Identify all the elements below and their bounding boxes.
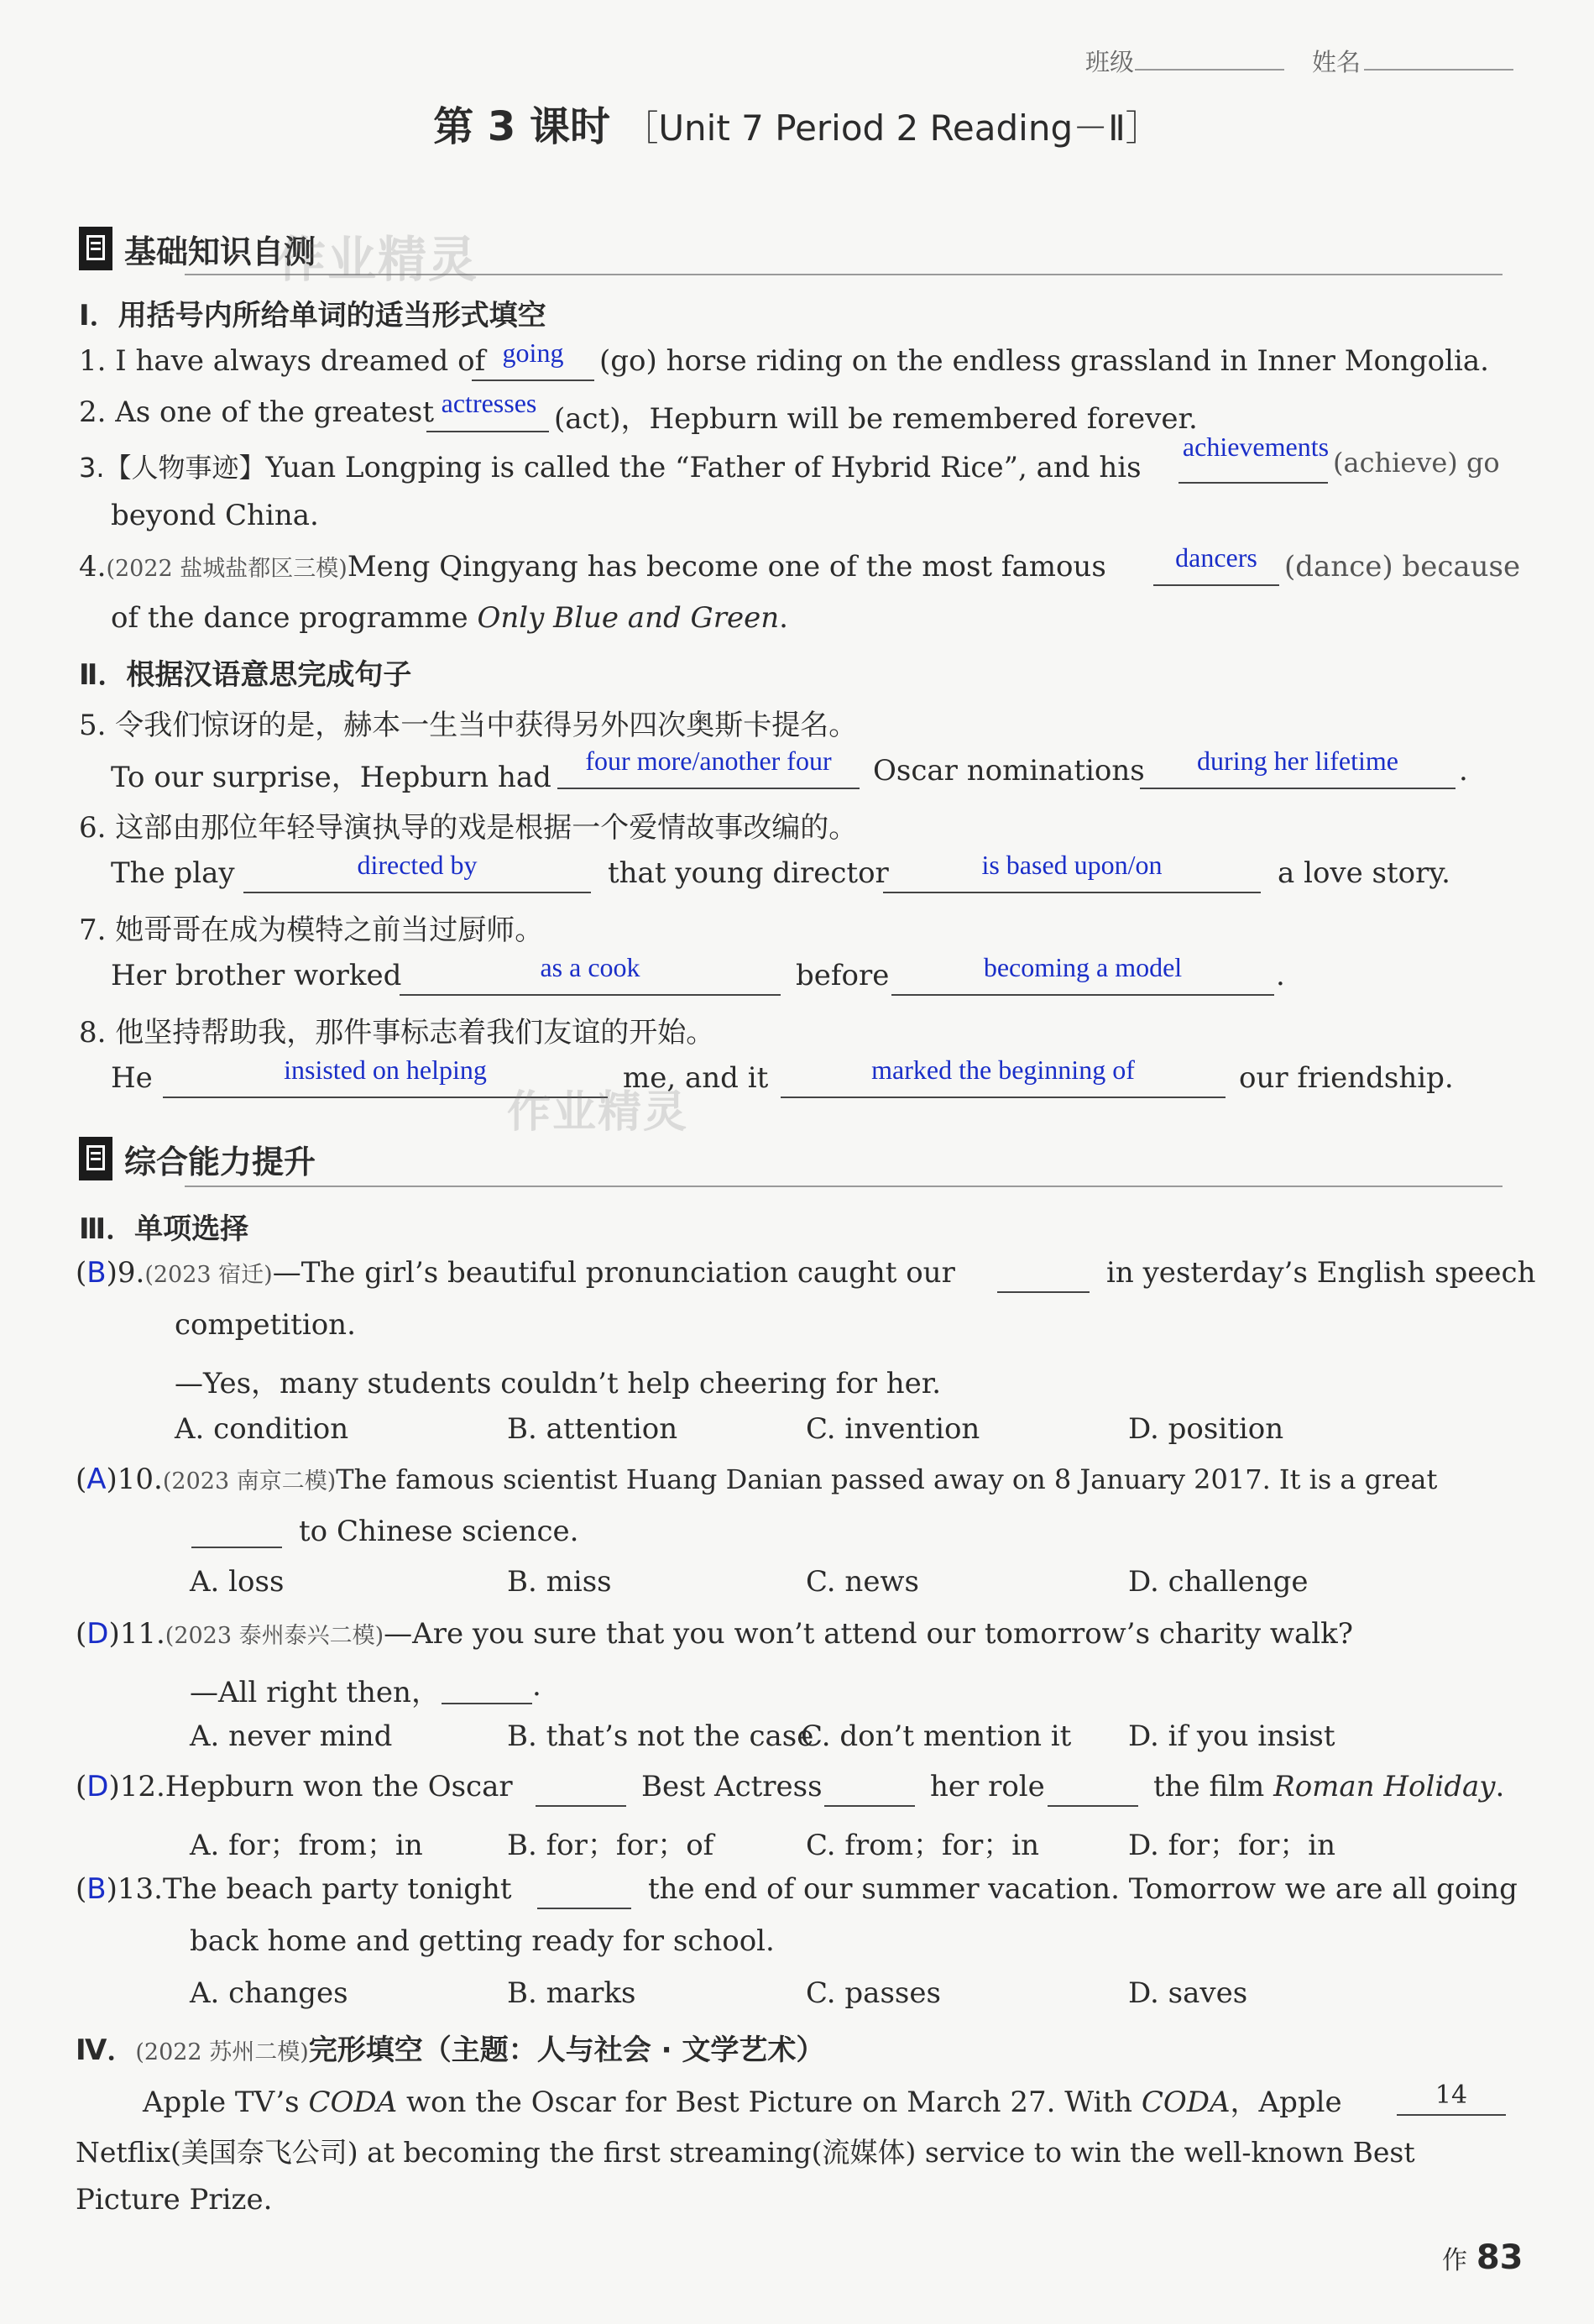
q10-option-a[interactable]: A. loss — [190, 1565, 285, 1599]
q8-pre: He — [111, 1061, 153, 1095]
section2-title: 综合能力提升 — [124, 1143, 316, 1180]
watermark-2: 作业精灵 — [507, 1087, 689, 1138]
cloze-p-a: Apple TV’s — [143, 2086, 300, 2119]
q4-pre: Meng Qingyang has become one of the most famous — [347, 550, 1106, 584]
q13-option-a[interactable]: A. changes — [190, 1976, 348, 2010]
q7-blank2[interactable] — [891, 994, 1274, 996]
q8-mid: me, and it — [623, 1061, 769, 1095]
q12-p5: . — [1495, 1770, 1505, 1803]
q12-blank1[interactable] — [536, 1805, 626, 1807]
q4-source: (2022 盐城盐都区三模) — [106, 556, 348, 582]
q7-post: . — [1276, 959, 1285, 992]
q9-option-a[interactable]: A. condition — [175, 1412, 349, 1446]
q9-answer: B — [86, 1256, 107, 1290]
section1-title: 基础知识自测 — [124, 233, 316, 270]
q3-blank[interactable] — [1179, 482, 1328, 484]
q12-film-title: Roman Holiday — [1273, 1770, 1496, 1803]
q3-answer: achievements — [1182, 432, 1330, 462]
q11-option-a[interactable]: A. never mind — [190, 1719, 393, 1753]
part4-heading — [76, 2027, 824, 2068]
q2-answer: actresses — [441, 388, 537, 418]
q1-blank[interactable] — [472, 379, 594, 381]
part4-source: (2022 苏州二模) — [135, 2039, 309, 2065]
section2-divider — [185, 1186, 1503, 1187]
q2-pre: 2. As one of the greatest — [79, 395, 435, 429]
q13-option-d[interactable]: D. saves — [1128, 1976, 1248, 2010]
book-icon — [79, 227, 112, 270]
cloze-p-b: won the Oscar for Best Picture on March 27. With — [405, 2086, 1133, 2119]
q9-line2: competition. — [175, 1308, 356, 1342]
q12-p3: her role — [930, 1770, 1045, 1803]
q10-option-b[interactable]: B. miss — [507, 1565, 612, 1599]
q13-line1: (B)13.The beach party tonight — [76, 1872, 512, 1906]
q13-p2: the end of our summer vacation. Tomorrow we are all going — [648, 1872, 1518, 1906]
q9-source: (2023 宿迁) — [144, 1262, 273, 1288]
page-number — [1442, 2238, 1523, 2277]
q1-answer: going — [502, 338, 564, 368]
q13-option-b[interactable]: B. marks — [507, 1976, 636, 2010]
q7-answer2: becoming a model — [983, 952, 1183, 982]
q7-pre: Her brother worked — [111, 959, 402, 992]
q10-line1: (A)10.(2023 南京二模)The famous scientist Huang Danian passed away on 8 January 2017. It is a great — [76, 1463, 1438, 1496]
q13-line2: back home and getting ready for school. — [190, 1924, 775, 1958]
q5-pre: To our surprise，Hepburn had — [111, 761, 551, 794]
q8-answer1: insisted on helping — [284, 1055, 487, 1085]
q6-blank1[interactable] — [243, 892, 591, 893]
q9-option-d[interactable]: D. position — [1128, 1412, 1284, 1446]
q9-line3: —Yes，many students couldn’t help cheering for her. — [175, 1367, 942, 1400]
q9-text1: —The girl’s beautiful pronunciation caught our — [272, 1256, 955, 1290]
q11-text1: —Are you sure that you won’t attend our tomorrow’s charity walk? — [384, 1617, 1353, 1651]
q7-mid: before — [796, 959, 890, 992]
part1-heading: Ⅰ．用括号内所给单词的适当形式填空 — [79, 299, 546, 332]
q11-option-d[interactable]: D. if you insist — [1128, 1719, 1335, 1753]
q11-blank[interactable] — [442, 1703, 532, 1704]
unit-title: ［Unit 7 Period 2 Reading－Ⅱ］ — [623, 107, 1161, 149]
q4-line2 — [111, 601, 788, 635]
part2-heading: Ⅱ．根据汉语意思完成句子 — [79, 658, 412, 692]
q4-answer: dancers — [1175, 542, 1257, 573]
cloze-line2: Netflix(美国奈飞公司) at becoming the first streaming(流媒体) service to win the well-known Best — [76, 2136, 1415, 2169]
q10-source: (2023 南京二模) — [162, 1468, 337, 1494]
q1-post: (go) horse riding on the endless grassland in Inner Mongolia. — [599, 344, 1489, 378]
q4-line2c: . — [779, 601, 788, 635]
q12-line1: (D)12.Hepburn won the Oscar — [76, 1770, 513, 1803]
q12-p2: Best Actress — [641, 1770, 823, 1803]
cloze-coda-1: CODA — [308, 2086, 398, 2119]
lesson-title: 第 3 课时 — [433, 103, 611, 150]
q12-answer: D — [86, 1770, 109, 1803]
page-title — [0, 94, 1594, 152]
q11-source: (2023 泰州泰兴二模) — [165, 1623, 384, 1649]
q8-chinese: 8. 他坚持帮助我，那件事标志着我们友谊的开始。 — [79, 1016, 715, 1049]
q4-post: (dance) because — [1284, 550, 1521, 584]
part4-title: 完形填空（主题：人与社会 · 文学艺术） — [308, 2034, 825, 2067]
cloze-p-c: ，Apple — [1230, 2086, 1342, 2119]
q9-option-c[interactable]: C. invention — [806, 1412, 980, 1446]
q4-blank[interactable] — [1153, 584, 1279, 586]
q9-line1: (B)9.(2023 宿迁)—The girl’s beautiful pronunciation caught our — [76, 1256, 955, 1290]
class-label: 班级 — [1085, 48, 1135, 76]
q3-post: (achieve) go — [1333, 447, 1500, 479]
q11-answer: D — [86, 1617, 109, 1651]
q4-num: 4. — [79, 550, 107, 584]
q10-option-d[interactable]: D. challenge — [1128, 1565, 1309, 1599]
q12-blank3[interactable] — [1048, 1805, 1138, 1807]
q6-chinese: 6. 这部由那位年轻导演执导的戏是根据一个爱情故事改编的。 — [79, 811, 858, 845]
book-icon — [79, 1137, 112, 1180]
q10-num: 10. — [117, 1463, 163, 1496]
q6-answer2: is based upon/on — [981, 850, 1163, 880]
q8-post: our friendship. — [1239, 1061, 1454, 1095]
q7-answer1: as a cook — [540, 952, 640, 982]
q11-line2b: . — [532, 1669, 541, 1703]
q4-line2a: of the dance programme — [111, 601, 468, 635]
cloze-line3: Picture Prize. — [76, 2183, 273, 2217]
q11-num: 11. — [119, 1617, 165, 1651]
q12-option-d[interactable]: D. for；for；in — [1128, 1829, 1336, 1862]
q11-option-b[interactable]: B. that’s not the case — [507, 1719, 814, 1753]
name-blank[interactable] — [1364, 69, 1513, 71]
q9-blank[interactable] — [997, 1291, 1090, 1293]
q6-mid: that young director — [608, 856, 889, 890]
part4-num: Ⅳ． — [76, 2034, 136, 2067]
q5-blank2[interactable] — [1140, 788, 1456, 789]
q12-p4-text: the film — [1153, 1770, 1265, 1803]
q6-answer1: directed by — [357, 850, 478, 880]
part3-heading: Ⅲ．单项选择 — [79, 1212, 249, 1246]
q5-answer2: during her lifetime — [1197, 746, 1398, 776]
q5-post: . — [1459, 754, 1468, 788]
q9-num: 9. — [117, 1256, 145, 1290]
q9-text1b: in yesterday’s English speech — [1106, 1256, 1536, 1290]
q6-pre: The play — [111, 856, 235, 890]
cloze-blank-14[interactable] — [1397, 2114, 1506, 2116]
q11-line1: (D)11.(2023 泰州泰兴二模)—Are you sure that you won’t attend our tomorrow’s charity walk? — [76, 1617, 1353, 1651]
q10-line2: to Chinese science. — [299, 1515, 579, 1548]
q13-blank[interactable] — [537, 1908, 631, 1909]
q12-option-a[interactable]: A. for；from；in — [190, 1829, 423, 1862]
section2-header — [79, 1135, 316, 1182]
q11-option-c[interactable]: C. don’t mention it — [801, 1719, 1072, 1753]
q4-line1 — [79, 550, 1106, 584]
q12-num: 12. — [119, 1770, 165, 1803]
name-label: 姓名 — [1312, 48, 1361, 76]
q6-blank2[interactable] — [883, 892, 1261, 893]
q8-blank2[interactable] — [781, 1097, 1226, 1098]
q5-blank1[interactable] — [557, 788, 860, 789]
cloze-blank-number: 14 — [1435, 2081, 1468, 2110]
q3-tag: 3.【人物事迹】 — [79, 452, 266, 484]
q5-mid: Oscar nominations — [873, 754, 1145, 788]
page-num: 83 — [1476, 2238, 1523, 2277]
q7-chinese: 7. 她哥哥在成为模特之前当过厨师。 — [79, 913, 544, 947]
q1-pre: 1. I have always dreamed of — [79, 344, 486, 378]
q10-answer: A — [86, 1463, 107, 1496]
q2-post: (act)，Hepburn will be remembered forever. — [554, 402, 1198, 436]
cloze-line1 — [143, 2079, 1342, 2120]
cloze-coda-2: CODA — [1141, 2086, 1231, 2119]
q10-option-c[interactable]: C. news — [806, 1565, 919, 1599]
q12-p1: Hepburn won the Oscar — [165, 1770, 513, 1803]
q11-line2: —All right then， — [190, 1676, 440, 1709]
q7-blank1[interactable] — [400, 994, 781, 996]
q6-post: a love story. — [1278, 856, 1450, 890]
q3-line1 — [79, 447, 1142, 485]
q10-text1: The famous scientist Huang Danian passed away on 8 January 2017. It is a great — [336, 1463, 1438, 1495]
q3-line2: beyond China. — [111, 499, 319, 532]
q12-blank2[interactable] — [824, 1805, 915, 1807]
q5-chinese: 5. 令我们惊讶的是，赫本一生当中获得另外四次奥斯卡提名。 — [79, 709, 858, 742]
q3-pre: Yuan Longping is called the “Father of Hybrid Rice”, and his — [265, 451, 1142, 484]
q13-answer: B — [86, 1872, 107, 1906]
q13-num: 13. — [117, 1872, 163, 1906]
page-label: 作 — [1442, 2246, 1467, 2275]
q12-option-b[interactable]: B. for；for；of — [507, 1829, 714, 1862]
class-blank[interactable] — [1135, 69, 1284, 71]
q4-programme-title: Only Blue and Green — [477, 601, 780, 635]
q9-option-b[interactable]: B. attention — [507, 1412, 678, 1446]
q13-option-c[interactable]: C. passes — [806, 1976, 941, 2010]
q12-p4 — [1153, 1770, 1504, 1803]
q12-option-c[interactable]: C. from；for；in — [806, 1829, 1040, 1862]
q8-answer2: marked the beginning of — [871, 1055, 1135, 1085]
q10-blank[interactable] — [191, 1547, 282, 1548]
q2-blank[interactable] — [426, 431, 549, 432]
q5-answer1: four more/another four — [585, 746, 832, 776]
watermark: 作业精灵 — [277, 231, 479, 288]
q13-p1: The beach party tonight — [162, 1872, 512, 1906]
